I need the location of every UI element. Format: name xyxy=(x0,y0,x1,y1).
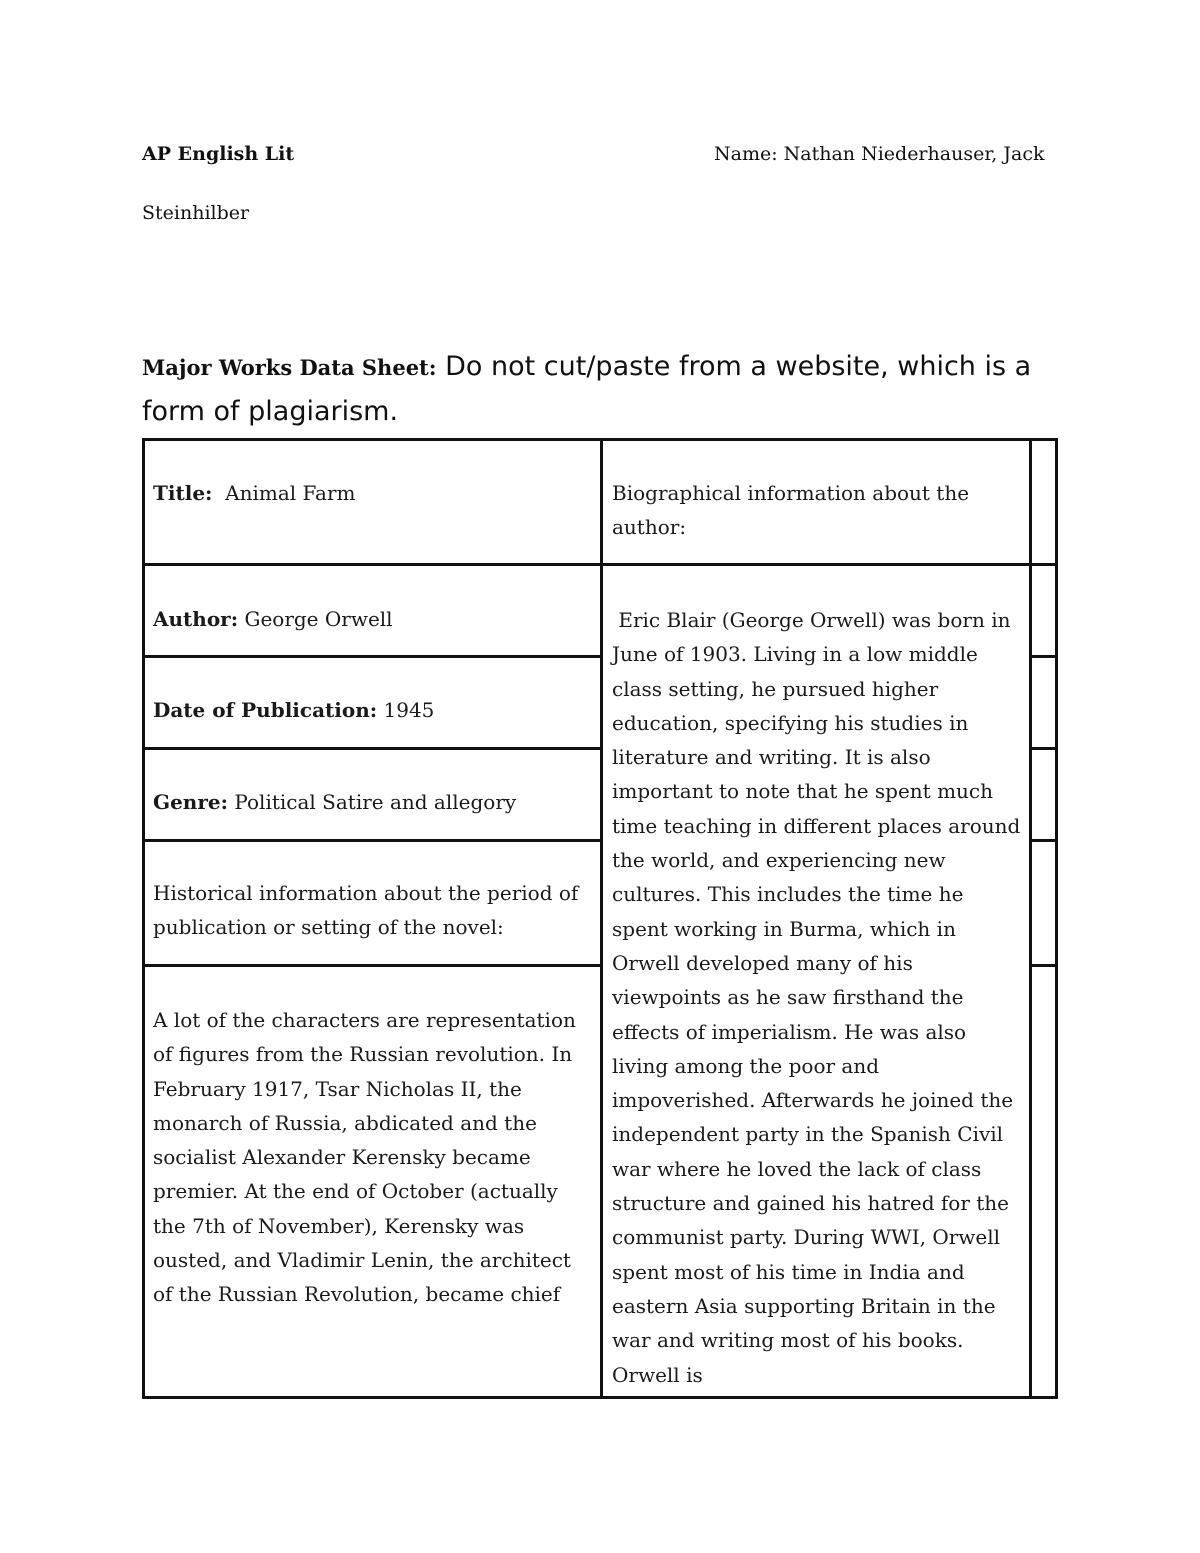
table-row-line xyxy=(142,747,603,750)
course-title: AP English Lit xyxy=(142,143,295,165)
genre-label: Genre: xyxy=(153,790,228,814)
page-title-instruction: Do not cut/paste from a website, which is a form of plagiarism. xyxy=(142,351,1032,427)
title-label: Title: xyxy=(153,481,213,505)
bio-heading: Biographical information about the author: xyxy=(612,481,970,540)
page-title-lead: Major Works Data Sheet: xyxy=(142,355,437,380)
table-row-line xyxy=(142,563,1058,566)
table-row-line xyxy=(1029,655,1058,658)
table-border-left xyxy=(142,438,145,1399)
genre-cell xyxy=(153,785,593,819)
author-cell xyxy=(153,602,593,636)
author-label: Author: xyxy=(153,607,239,631)
date-cell xyxy=(153,693,593,727)
date-value: 1945 xyxy=(377,698,435,722)
table-border-right xyxy=(1055,438,1058,1399)
historical-body: A lot of the characters are representation of figures from the Russian revolution. In February 1917, Tsar Nicholas II, the monarch of Russia, abdicated and the socialist Alexander Kerensky became premier. At the end of October (actually the 7th of November), Kerensky was ousted, and Vladimir Lenin, the architect of the Russian Revolution, became chief xyxy=(153,1008,576,1307)
genre-value: Political Satire and allegory xyxy=(228,790,517,814)
date-label: Date of Publication: xyxy=(153,698,378,722)
author-value: George Orwell xyxy=(238,607,393,631)
table-row-line xyxy=(142,964,603,967)
title-value: Animal Farm xyxy=(212,481,356,505)
table-row-line xyxy=(1029,964,1058,967)
title-cell xyxy=(153,476,593,510)
table-row-line xyxy=(1029,839,1058,842)
historical-heading: Historical information about the period of publication or setting of the novel: xyxy=(153,881,579,940)
table-row-line xyxy=(1029,747,1058,750)
bio-body: Eric Blair (George Orwell) was born in June of 1903. Living in a low middle class setting, he pursued higher education, specifying his studies in literature and writing. It is also important to note that he spent much time teaching in different places around the world, and experiencing new cultures. This includes the time he spent working in Burma, which in Orwell developed many of his viewpoints as he saw firsthand the effects of imperialism. He was also living among the poor and impoverished. Afterwards he joined the independent party in the Spanish Civil war where he loved the lack of class structure and gained his hatred for the communist party. During WWI, Orwell spent most of his time in India and eastern Asia supporting Britain in the war and writing most of his books. Orwell is xyxy=(612,608,1027,1387)
student-names-continued: Steinhilber xyxy=(142,202,250,224)
table-row-line xyxy=(142,839,603,842)
page-title xyxy=(142,344,1072,433)
table-divider-middle xyxy=(600,438,603,1399)
table-row-line xyxy=(142,655,603,658)
table-divider-narrow xyxy=(1029,438,1032,1399)
data-sheet-table xyxy=(142,438,1058,1399)
student-names: Name: Nathan Niederhauser, Jack xyxy=(714,143,1045,165)
